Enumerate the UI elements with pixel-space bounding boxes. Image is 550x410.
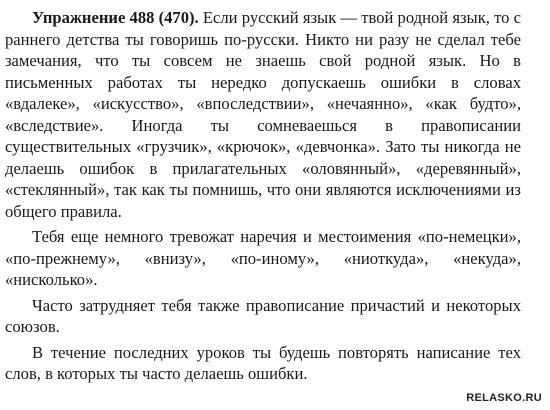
paragraph-adverbs: Тебя еще немного тревожат наречия и местоимения «по-немецки», «по-прежнему», «внизу», «по-иному», «ниоткуда», «некуда», «нисколько». bbox=[5, 227, 521, 289]
paragraph-review: В течение последних уроков ты будешь повторять написание тех слов, в которых ты часто делаешь ошибки. bbox=[5, 342, 521, 383]
intro-text: Если русский язык — твой родной язык, то с раннего детства ты говоришь по-русски. Никто ни разу не сделал тебе замечания, что ты совсем не знаешь свой родной язык. Но в письменных работах ты нередко допускаешь ошибки в словах «вдалеке», «искусство», «впоследствии», «нечаянно», «как будто», «вследствие». Иногда ты сомневаешься в правописании существительных «грузчик», «крючок», «девчонка». Зато ты никогда не делаешь ошибок в прилагательных «оловянный», «деревянный», «стеклянный», так как ты помнишь, что они являются исключениями из общего правила. bbox=[5, 8, 521, 221]
site-watermark: RELASKO.RU bbox=[466, 392, 542, 404]
exercise-heading: Упражнение 488 (470). bbox=[32, 8, 199, 27]
exercise-text bbox=[5, 7, 521, 385]
exercise-intro-paragraph bbox=[5, 7, 521, 222]
paragraph-participles: Часто затрудняет тебя также правописание причастий и некоторых союзов. bbox=[5, 295, 521, 336]
